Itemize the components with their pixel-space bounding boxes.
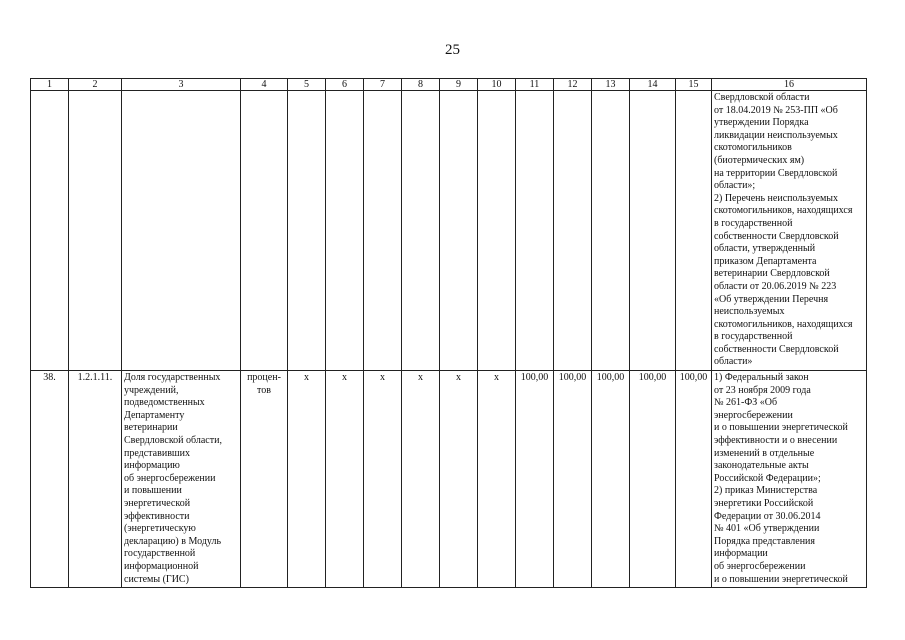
text-line: неиспользуемых bbox=[714, 306, 785, 318]
text-line: (биотермических ям) bbox=[714, 154, 805, 166]
value-cell: 100,00 bbox=[554, 371, 592, 588]
text-line: № 401 «Об утверждении bbox=[714, 523, 820, 535]
text-line: «Об утверждении Перечня bbox=[714, 293, 829, 305]
table-cell bbox=[516, 91, 554, 371]
table-cell bbox=[69, 91, 122, 371]
text-line: и о повышении энергетической bbox=[714, 422, 848, 434]
text-line: государственной bbox=[124, 548, 196, 560]
unit bbox=[243, 372, 285, 397]
program-table bbox=[30, 78, 867, 588]
legal-basis-text bbox=[714, 372, 864, 586]
table-cell bbox=[630, 91, 676, 371]
column-header: 14 bbox=[630, 79, 676, 91]
column-header: 9 bbox=[440, 79, 478, 91]
legal-basis-cell bbox=[712, 371, 867, 588]
text-line: скотомогильников, находящихся bbox=[714, 205, 853, 217]
value-cell: x bbox=[364, 371, 402, 588]
column-header: 3 bbox=[122, 79, 241, 91]
value-cell: 100,00 bbox=[630, 371, 676, 588]
text-line: Российской Федерации»; bbox=[714, 472, 821, 484]
text-line: системы (ГИС) bbox=[124, 573, 189, 585]
table-cell bbox=[326, 91, 364, 371]
column-header: 6 bbox=[326, 79, 364, 91]
table-cell bbox=[288, 91, 326, 371]
indicator-name bbox=[124, 372, 238, 586]
text-line: собственности Свердловской bbox=[714, 343, 839, 355]
table-cell bbox=[554, 91, 592, 371]
table-cell bbox=[478, 91, 516, 371]
text-line: ликвидации неиспользуемых bbox=[714, 129, 838, 141]
text-line: (энергетическую bbox=[124, 523, 196, 535]
value-cell: x bbox=[478, 371, 516, 588]
text-line: представивших bbox=[124, 447, 190, 459]
text-line: скотомогильников bbox=[714, 142, 792, 154]
value-cell: 100,00 bbox=[676, 371, 712, 588]
text-line: эффективности и о внесении bbox=[714, 435, 838, 447]
text-line: в государственной bbox=[714, 331, 793, 343]
text-line: Департаменту bbox=[124, 409, 185, 421]
text-line: области»; bbox=[714, 180, 756, 192]
text-line: Порядка представления bbox=[714, 535, 815, 547]
column-number-row bbox=[31, 79, 867, 91]
text-line: энергосбережении bbox=[714, 409, 793, 421]
text-line: № 261-ФЗ «Об bbox=[714, 397, 778, 409]
column-header: 4 bbox=[241, 79, 288, 91]
table-cell bbox=[676, 91, 712, 371]
text-line: информации bbox=[714, 548, 768, 560]
value-cell: x bbox=[440, 371, 478, 588]
column-header: 13 bbox=[592, 79, 630, 91]
legal-basis-text bbox=[714, 92, 864, 369]
column-header: 1 bbox=[31, 79, 69, 91]
table-row bbox=[31, 371, 867, 588]
text-line: области, утвержденный bbox=[714, 243, 816, 255]
value-cell: 100,00 bbox=[592, 371, 630, 588]
value-cell: x bbox=[288, 371, 326, 588]
text-line: Доля государственных bbox=[124, 372, 221, 384]
value-cell: 100,00 bbox=[516, 371, 554, 588]
text-line: области от 20.06.2019 № 223 bbox=[714, 280, 837, 292]
text-line: информационной bbox=[124, 560, 199, 572]
unit-cell bbox=[241, 371, 288, 588]
text-line: от 18.04.2019 № 253-ПП «Об bbox=[714, 104, 838, 116]
table-cell bbox=[241, 91, 288, 371]
column-header: 7 bbox=[364, 79, 402, 91]
text-line: законодательные акты bbox=[714, 460, 809, 472]
value-cell: x bbox=[326, 371, 364, 588]
text-line: эффективности bbox=[124, 510, 190, 522]
text-line: информацию bbox=[124, 460, 180, 472]
row-number: 38. bbox=[31, 371, 69, 588]
legal-basis-cell bbox=[712, 91, 867, 371]
text-line: Свердловской области bbox=[714, 92, 810, 103]
text-line: энергетики Российской bbox=[714, 498, 814, 509]
row-code: 1.2.1.11. bbox=[69, 371, 122, 588]
text-line: ветеринарии Свердловской bbox=[714, 268, 830, 280]
text-line: собственности Свердловской bbox=[714, 230, 839, 242]
column-header: 10 bbox=[478, 79, 516, 91]
text-line: об энергосбережении bbox=[124, 472, 216, 484]
text-line: утверждении Порядка bbox=[714, 117, 809, 129]
text-line: ветеринарии bbox=[124, 422, 178, 434]
text-line: в государственной bbox=[714, 217, 793, 229]
text-line: от 23 ноября 2009 года bbox=[714, 384, 811, 396]
table-row bbox=[31, 91, 867, 371]
text-line: изменений в отдельные bbox=[714, 447, 815, 459]
text-line: 2) приказ Министерства bbox=[714, 485, 818, 497]
column-header: 15 bbox=[676, 79, 712, 91]
column-header: 8 bbox=[402, 79, 440, 91]
text-line: скотомогильников, находящихся bbox=[714, 318, 853, 330]
text-line: тов bbox=[257, 384, 271, 396]
table-cell bbox=[31, 91, 69, 371]
page-number: 25 bbox=[445, 42, 460, 58]
text-line: области» bbox=[714, 356, 753, 368]
table-cell bbox=[402, 91, 440, 371]
text-line: 1) Федеральный закон bbox=[714, 372, 809, 384]
indicator-name-cell bbox=[122, 371, 241, 588]
text-line: учреждений, bbox=[124, 384, 179, 396]
table-cell bbox=[592, 91, 630, 371]
text-line: декларацию) в Модуль bbox=[124, 535, 222, 547]
column-header: 12 bbox=[554, 79, 592, 91]
text-line: приказом Департамента bbox=[714, 255, 817, 267]
text-line: подведомственных bbox=[124, 397, 205, 409]
column-header: 11 bbox=[516, 79, 554, 91]
text-line: на территории Свердловской bbox=[714, 167, 838, 179]
column-header: 2 bbox=[69, 79, 122, 91]
column-header: 5 bbox=[288, 79, 326, 91]
text-line: Федерации от 30.06.2014 bbox=[714, 510, 821, 522]
table-cell bbox=[440, 91, 478, 371]
text-line: и повышении bbox=[124, 485, 182, 497]
value-cell: x bbox=[402, 371, 440, 588]
text-line: об энергосбережении bbox=[714, 560, 806, 572]
text-line: процен- bbox=[247, 372, 281, 384]
text-line: Свердловской области, bbox=[124, 435, 222, 447]
table-cell bbox=[122, 91, 241, 371]
column-header: 16 bbox=[712, 79, 867, 91]
text-line: 2) Перечень неиспользуемых bbox=[714, 192, 839, 204]
text-line: энергетической bbox=[124, 498, 191, 509]
table-cell bbox=[364, 91, 402, 371]
text-line: и о повышении энергетической bbox=[714, 573, 848, 585]
